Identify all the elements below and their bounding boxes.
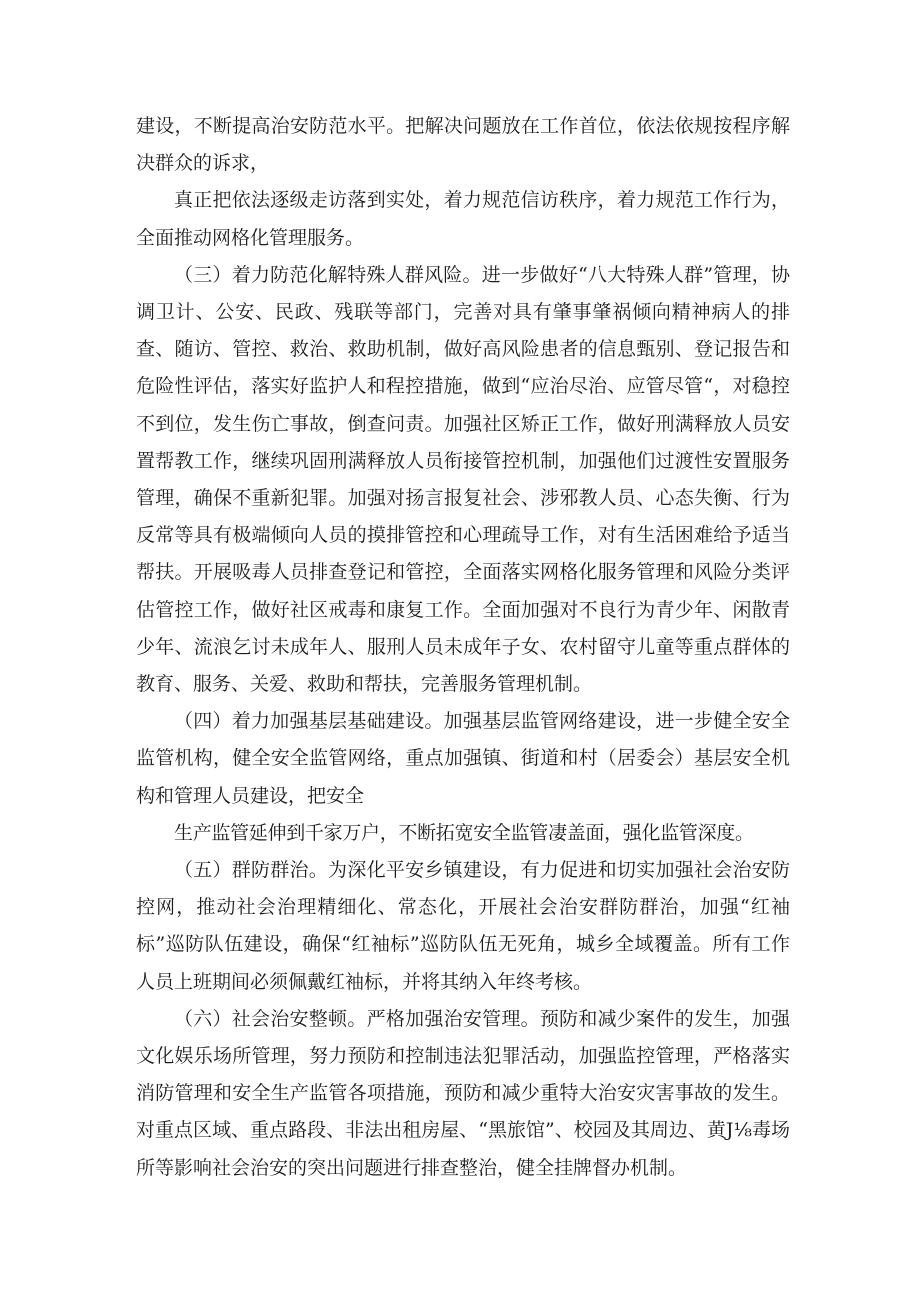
paragraph-public-security-rectification: （六）社会治安整顿。严格加强治安管理。预防和减少案件的发生，加强文化娱乐场所管理，努力预防和控制违法犯罪活动，加强监控管理，严格落实消防管理和安全生产监管各项措施，预防和减少重特大治安灾害事故的发生。对重点区域、重点路段、非法出租房屋、“黑旅馆”、校园及其周边、黄J⅛毒场所等影响社会治安的突出问题进行排查整治，健全挂牌督办机制。 <box>136 1007 790 1179</box>
paragraph-petition-order: 真正把依法逐级走访落到实处，着力规范信访秩序，着力规范工作行为，全面推动网格化管理服务。 <box>136 189 790 249</box>
paragraph-production-supervision: 生产监管延伸到千家万户，不断拓宽安全监管凄盖面，强化监管深度。 <box>174 821 754 844</box>
paragraph-mass-prevention: （五）群防群治。为深化平安乡镇建设，有力促进和切实加强社会治安防控网，推动社会治理精细化、常态化，开展社会治安群防群治，加强“红袖标”巡防队伍建设，确保“红袖标”巡防队伍无死角，城乡全域覆盖。所有工作人员上班期间必须佩戴红袖标，并将其纳入年终考核。 <box>136 859 790 993</box>
paragraph-security-prevention: 建设，不断提高治安防范水平。把解决问题放在工作首位，依法依规按程序解决群众的诉求， <box>136 115 790 175</box>
paragraph-grassroots-construction: （四）着力加强基层基础建设。加强基层监管网络建设，进一步健全安全监管机构，健全安全监管网络，重点加强镇、街道和村（居委会）基层安全机构和管理人员建设，把安全 <box>136 710 790 807</box>
document-body <box>136 108 790 1187</box>
paragraph-special-groups-risk: （三）着力防范化解特殊人群风险。进一步做好“八大特殊人群”管理，协调卫计、公安、民政、残联等部门，完善对具有肇事肇祸倾向精神病人的排查、随访、管控、救治、救助机制，做好高风险患者的信息甄别、登记报告和危险性评估，落实好监护人和程控措施，做到“应治尽治、应管尽管“，对稳控不到位，发生伤亡事故，倒查问责。加强社区矫正工作，做好刑满释放人员安置帮教工作，继续巩固刑满释放人员衔接管控机制，加强他们过渡性安置服务管理，确保不重新犯罪。加强对扬言报复社会、涉邪教人员、心态失衡、行为反常等具有极端倾向人员的摸排管控和心理疏导工作，对有生活困难给予适当帮扶。开展吸毒人员排查登记和管控，全面落实网格化服务管理和风险分类评估管控工作，做好社区戒毒和康复工作。全面加强对不良行为青少年、闲散青少年、流浪乞讨未成年人、服刑人员未成年子女、农村留守儿童等重点群体的教育、服务、关爱、救助和帮扶，完善服务管理机制。 <box>136 263 790 696</box>
